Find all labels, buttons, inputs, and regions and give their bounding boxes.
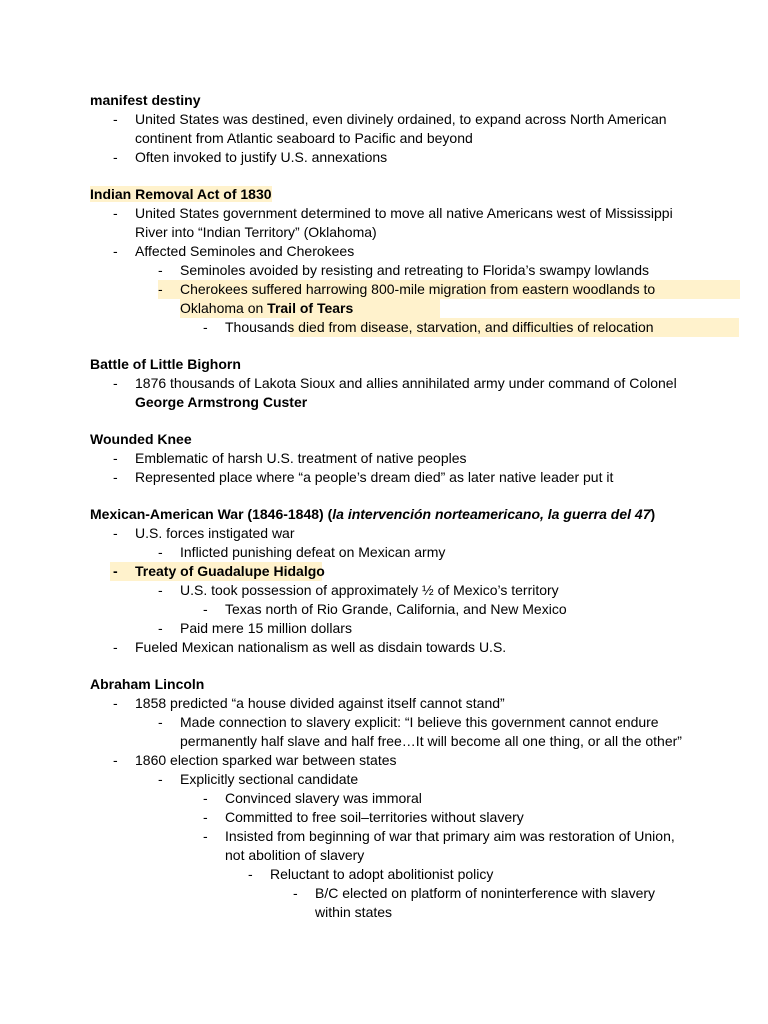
bullet-dash: - — [113, 243, 118, 259]
item-text: permanently half slave and half free…It will become all one thing, or all the other” — [180, 733, 682, 749]
bullet-dash: - — [113, 695, 118, 711]
list-item — [90, 865, 690, 884]
bullet-dash: - — [203, 601, 208, 617]
bullet-dash: - — [203, 809, 208, 825]
heading-wounded-knee: Wounded Knee — [90, 431, 192, 447]
bullet-dash: - — [203, 828, 208, 844]
list-item — [90, 770, 690, 789]
item-text: 1876 thousands of Lakota Sioux and allies annihilated army under command of Colonel — [135, 375, 677, 391]
list-item-highlighted — [90, 318, 690, 337]
section-abraham-lincoln — [90, 675, 690, 922]
list-item — [90, 789, 690, 808]
item-text: Cherokees suffered harrowing 800-mile migration from eastern woodlands to — [180, 281, 656, 297]
list-item — [90, 713, 690, 751]
item-text: Inflicted punishing defeat on Mexican army — [180, 544, 446, 560]
heading-mexican-american-war — [90, 505, 690, 524]
section-little-bighorn — [90, 355, 690, 412]
item-text: United States government determined to move all native Americans west of Mississippi — [135, 205, 673, 221]
bullet-dash: - — [158, 771, 163, 787]
item-text: Texas north of Rio Grande, California, and New Mexico — [225, 601, 567, 617]
item-text-bold: Trail of Tears — [267, 300, 354, 316]
item-text: Made connection to slavery explicit: “I believe this government cannot endure — [180, 714, 659, 730]
list-item — [90, 581, 690, 600]
item-text: Convinced slavery was immoral — [225, 790, 422, 806]
bullet-dash: - — [293, 885, 298, 901]
item-text: 1858 predicted “a house divided against itself cannot stand” — [135, 695, 505, 711]
bullet-dash: - — [113, 469, 118, 485]
list-item — [90, 204, 690, 242]
heading-part-italic: la intervención norteamericano, la guerra del 47 — [332, 506, 651, 522]
bullet-dash: - — [113, 375, 118, 391]
item-text: Represented place where “a people’s dream died” as later native leader put it — [135, 469, 614, 485]
section-mexican-american-war — [90, 505, 690, 657]
list-item — [90, 148, 690, 167]
item-text: U.S. forces instigated war — [135, 525, 295, 541]
bullet-dash: - — [158, 262, 163, 278]
list-item — [90, 638, 690, 657]
item-text: Paid mere 15 million dollars — [180, 620, 352, 636]
item-text-bold: Treaty of Guadalupe Hidalgo — [135, 563, 325, 579]
list-item — [90, 884, 690, 922]
heading-container — [90, 185, 690, 204]
list-item — [90, 242, 690, 261]
item-text: Committed to free soil–territories without slavery — [225, 809, 524, 825]
document-page — [90, 91, 690, 940]
item-text-line — [180, 299, 690, 318]
item-text: Explicitly sectional candidate — [180, 771, 359, 787]
bullet-dash: - — [158, 582, 163, 598]
bullet-dash: - — [113, 149, 118, 165]
item-text: U.S. took possession of approximately ½ of Mexico’s territory — [180, 582, 559, 598]
list-item — [90, 261, 690, 280]
section-manifest-destiny — [90, 91, 690, 167]
list-item — [90, 600, 690, 619]
bullet-dash: - — [113, 639, 118, 655]
list-item — [90, 694, 690, 713]
heading-indian-removal-act: Indian Removal Act of 1830 — [90, 186, 272, 202]
bullet-dash: - — [113, 525, 118, 541]
list-item — [90, 827, 690, 865]
bullet-dash: - — [113, 111, 118, 127]
bullet-dash: - — [203, 790, 208, 806]
heading-abraham-lincoln: Abraham Lincoln — [90, 676, 205, 692]
item-text: not abolition of slavery — [225, 847, 365, 863]
heading-part: Mexican-American War (1846-1848) ( — [90, 506, 333, 522]
bullet-dash: - — [248, 866, 253, 882]
item-text: 1860 election sparked war between states — [135, 752, 397, 768]
bullet-dash: - — [158, 544, 163, 560]
heading-manifest-destiny: manifest destiny — [90, 92, 201, 108]
item-text: B/C elected on platform of noninterference with slavery — [315, 885, 656, 901]
bullet-dash: - — [158, 714, 163, 730]
list-item — [90, 808, 690, 827]
bullet-dash: - — [113, 450, 118, 466]
item-text: United States was destined, even divinely ordained, to expand across North American — [135, 111, 667, 127]
item-text: within states — [315, 904, 393, 920]
list-item — [90, 449, 690, 468]
item-text: Reluctant to adopt abolitionist policy — [270, 866, 494, 882]
bullet-dash: - — [113, 752, 118, 768]
item-text: Emblematic of harsh U.S. treatment of native peoples — [135, 450, 467, 466]
item-text: Insisted from beginning of war that primary aim was restoration of Union, — [225, 828, 675, 844]
item-text: Affected Seminoles and Cherokees — [135, 243, 355, 259]
list-item-highlighted — [90, 562, 690, 581]
section-indian-removal-act — [90, 185, 690, 337]
item-text-bold: George Armstrong Custer — [135, 394, 308, 410]
list-item — [90, 374, 690, 412]
list-item — [90, 543, 690, 562]
item-text: Thousands died from disease, starvation, and difficulties of relocation — [225, 319, 654, 335]
list-item — [90, 619, 690, 638]
list-item — [90, 524, 690, 543]
item-text: River into “Indian Territory” (Oklahoma) — [135, 224, 377, 240]
heading-part: ) — [650, 506, 656, 522]
list-item — [90, 110, 690, 148]
list-item — [90, 751, 690, 770]
list-item — [90, 468, 690, 487]
list-item-highlighted — [90, 280, 690, 318]
bullet-dash: - — [158, 281, 163, 297]
bullet-dash: - — [158, 620, 163, 636]
item-text: Often invoked to justify U.S. annexations — [135, 149, 388, 165]
bullet-dash: - — [113, 205, 118, 221]
item-text: Fueled Mexican nationalism as well as disdain towards U.S. — [135, 639, 507, 655]
item-text: Oklahoma on — [180, 300, 268, 316]
bullet-dash: - — [113, 563, 118, 579]
item-text: Seminoles avoided by resisting and retreating to Florida’s swampy lowlands — [180, 262, 649, 278]
item-text: continent from Atlantic seaboard to Pacific and beyond — [135, 130, 473, 146]
bullet-dash: - — [203, 319, 208, 335]
section-wounded-knee — [90, 430, 690, 487]
heading-little-bighorn: Battle of Little Bighorn — [90, 356, 241, 372]
